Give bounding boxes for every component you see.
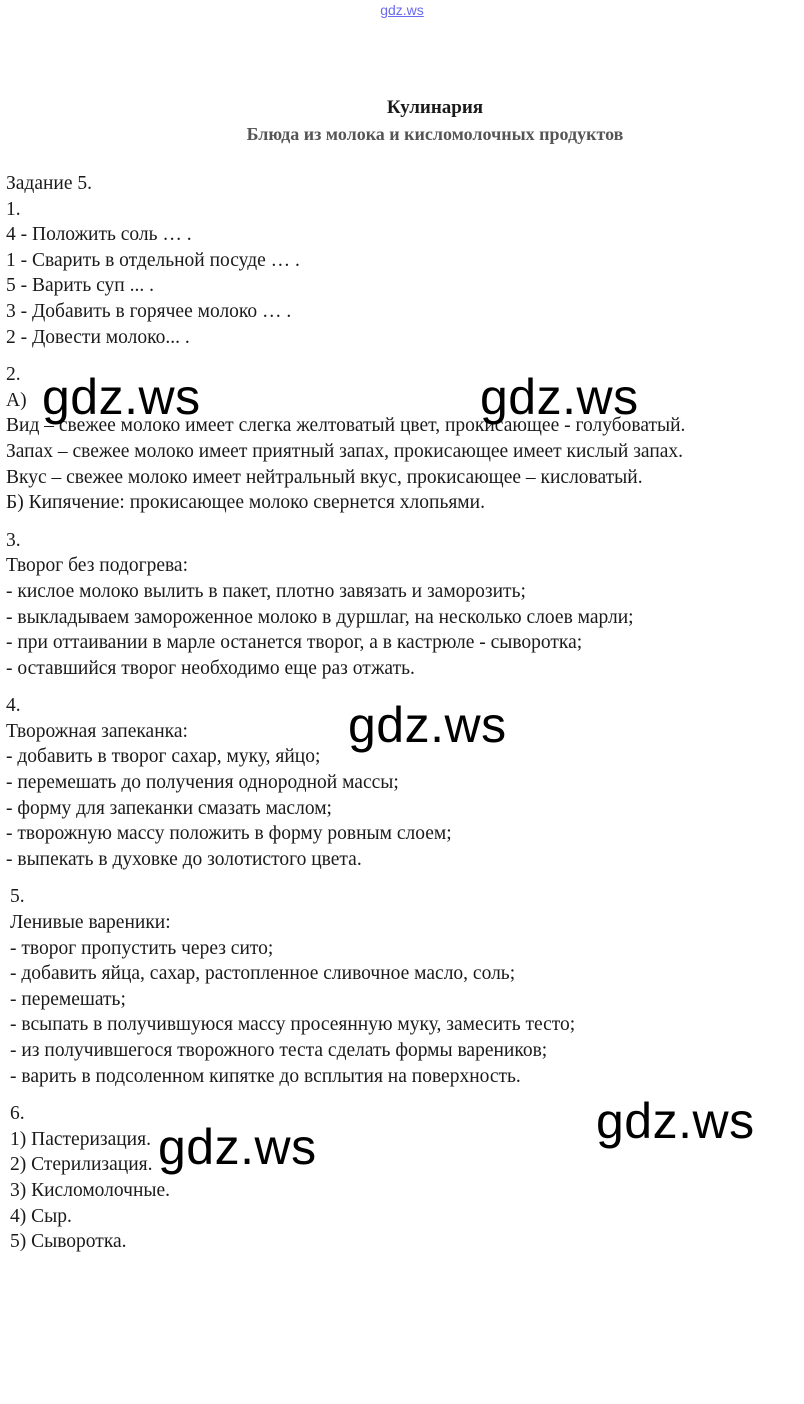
- answer-line: 5) Сыворотка.: [10, 1231, 127, 1253]
- answer-line: - из получившегося творожного теста сделать формы вареников;: [10, 1040, 548, 1061]
- answer-line: - выкладываем замороженное молоко в дуршлаг, на несколько слоев марли;: [6, 606, 634, 628]
- answer-line: Вид – свежее молоко имеет слегка желтоватый цвет, прокисающее - голубоватый.: [6, 415, 686, 437]
- answer-line: - добавить яйца, сахар, растопленное сливочное масло, соль;: [10, 963, 516, 985]
- answer-line: - форму для запеканки смазать маслом;: [6, 797, 332, 819]
- answer-line: 4) Сыр.: [10, 1205, 72, 1227]
- watermark: gdz.ws: [596, 1093, 755, 1149]
- answer-line: - всыпать в получившуюся массу просеянную муку, замесить тесто;: [10, 1014, 576, 1036]
- section-number: 4.: [6, 695, 21, 717]
- watermark: gdz.ws: [348, 697, 507, 753]
- answer-section-5: [6, 884, 796, 1089]
- answer-line: А): [6, 389, 27, 411]
- site-link[interactable]: gdz.ws: [380, 2, 424, 18]
- answer-line: - кислое молоко вылить в пакет, плотно завязать и заморозить;: [6, 580, 526, 602]
- answer-line: 5 - Варить суп ... .: [6, 275, 154, 297]
- watermark: gdz.ws: [158, 1119, 317, 1175]
- answer-line: 4 - Положить соль … .: [6, 224, 192, 246]
- answer-line: 3 - Добавить в горячее молоко … .: [6, 300, 292, 322]
- answer-line: Ленивые вареники:: [10, 912, 171, 934]
- answer-line: 2) Стерилизация.: [10, 1154, 153, 1176]
- answer-line: Вкус – свежее молоко имеет нейтральный вкус, прокисающее – кисловатый.: [6, 466, 643, 488]
- answer-line: - творожную массу положить в форму ровным слоем;: [6, 823, 452, 845]
- section-number: 3.: [6, 529, 21, 551]
- answer-line: - выпекать в духовке до золотистого цвета.: [6, 848, 362, 870]
- answer-line: Запах – свежее молоко имеет приятный запах, прокисающее имеет кислый запах.: [6, 440, 684, 462]
- task-label: Задание 5.: [6, 173, 93, 194]
- answer-line: 3) Кисломолочные.: [10, 1179, 171, 1201]
- watermark: gdz.ws: [480, 369, 639, 425]
- document-title: Кулинария: [386, 97, 484, 118]
- section-number: 6.: [10, 1103, 25, 1125]
- answer-line: Творожная запеканка:: [6, 720, 188, 742]
- watermark: gdz.ws: [42, 369, 201, 425]
- answer-line: - добавить в творог сахар, муку, яйцо;: [6, 746, 321, 768]
- document-header: [100, 95, 770, 147]
- answer-line: - оставшийся творог необходимо еще раз отжать.: [6, 657, 415, 679]
- answer-line: 1) Пастеризация.: [10, 1128, 151, 1150]
- section-number: 1.: [6, 198, 21, 220]
- answer-section-1: [6, 197, 796, 351]
- section-number: 5.: [10, 886, 25, 908]
- answer-line: 2 - Довести молоко... .: [6, 326, 190, 348]
- answer-line: Творог без подогрева:: [6, 555, 188, 577]
- answer-section-3: [6, 528, 796, 682]
- answer-line: 1 - Сварить в отдельной посуде … .: [6, 249, 300, 271]
- answer-line: - творог пропустить через сито;: [10, 937, 274, 959]
- document-subtitle: Блюда из молока и кисломолочных продуктов: [246, 124, 624, 144]
- answer-line: - перемешать;: [10, 988, 126, 1010]
- answer-line: - перемешать до получения однородной массы;: [6, 772, 399, 794]
- answer-line: - при оттаивании в марле останется творог, а в кастрюле - сыворотка;: [6, 632, 583, 654]
- answer-line: Б) Кипячение: прокисающее молоко свернется хлопьями.: [6, 492, 485, 514]
- section-number: 2.: [6, 364, 21, 386]
- answer-line: - варить в подсоленном кипятке до всплытия на поверхность.: [10, 1065, 521, 1087]
